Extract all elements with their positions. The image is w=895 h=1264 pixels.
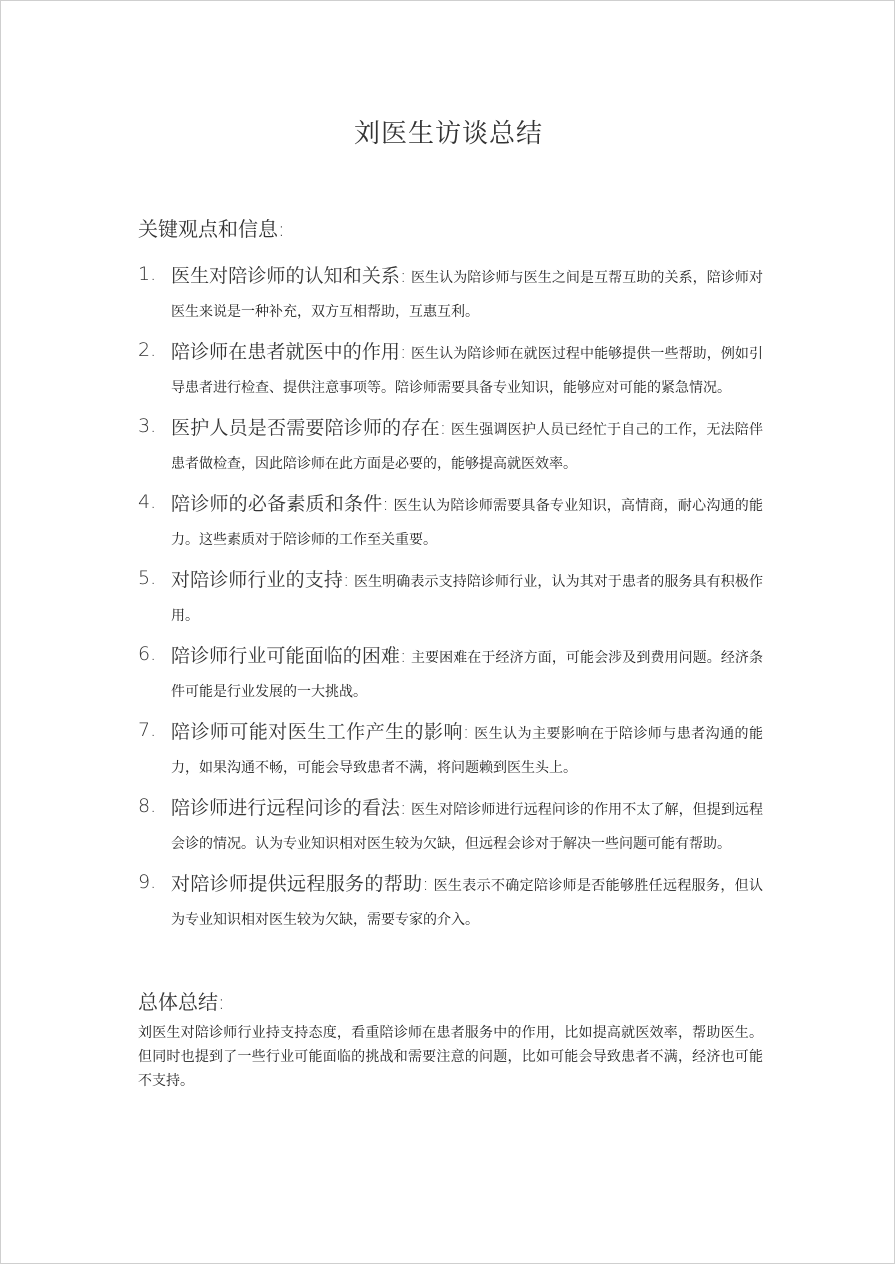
item-body [171,335,763,405]
item-title: 陪诊师进行远程问诊的看法: [171,797,407,819]
list-item [138,487,763,557]
item-body [171,259,763,329]
list-item [138,259,763,329]
item-body [171,791,763,861]
item-number: 5. [138,567,157,589]
item-title: 陪诊师在患者就医中的作用: [171,341,407,363]
item-number: 9. [138,871,157,893]
list-item [138,791,763,861]
document-title: 刘医生访谈总结 [353,119,543,149]
item-number: 3. [138,415,157,437]
item-body [171,715,763,785]
summary-heading: 总体总结: [138,990,225,1014]
item-number: 1. [138,263,157,285]
item-number: 8. [138,795,157,817]
item-title: 陪诊师行业可能面临的困难: [171,645,407,667]
item-title: 陪诊师的必备素质和条件: [171,493,389,515]
item-text: 医生表示不确定陪诊师是否能够胜任远程服务，但认为专业知识相对医生较为欠缺，需要专家的介入。 [171,878,764,928]
item-title: 医生对陪诊师的认知和关系: [171,265,407,287]
item-text: 医生对陪诊师进行远程问诊的作用不太了解，但提到远程会诊的情况。认为专业知识相对医生较为欠缺，但远程会诊对于解决一些问题可能有帮助。 [171,802,764,852]
item-number: 6. [138,643,157,665]
list-item [138,867,763,937]
item-text: 医生明确表示支持陪诊师行业，认为其对于患者的服务具有积极作用。 [171,574,764,624]
item-body [171,639,763,709]
list-item [138,335,763,405]
item-text: 医生认为陪诊师在就医过程中能够提供一些帮助，例如引导患者进行检查、提供注意事项等。陪诊师需要具备专业知识，能够应对可能的紧急情况。 [171,346,764,396]
item-title: 医护人员是否需要陪诊师的存在: [171,417,447,439]
item-text: 医生认为陪诊师与医生之间是互帮互助的关系，陪诊师对医生来说是一种补充，双方互相帮助，互惠互利。 [171,270,764,320]
item-body [171,563,763,633]
list-item [138,639,763,709]
item-body [171,487,763,557]
list-item [138,715,763,785]
item-number: 2. [138,339,157,361]
key-points-heading: 关键观点和信息: [138,217,285,241]
summary-text: 刘医生对陪诊师行业持支持态度，看重陪诊师在患者服务中的作用，比如提高就医效率，帮助医生。但同时也提到了一些行业可能面临的挑战和需要注意的问题，比如可能会导致患者不满，经济也可能不支持。 [138,1025,763,1089]
item-text: 主要困难在于经济方面，可能会涉及到费用问题。经济条件可能是行业发展的一大挑战。 [171,650,764,700]
item-text: 医生认为主要影响在于陪诊师与患者沟通的能力，如果沟通不畅，可能会导致患者不满，将问题赖到医生头上。 [171,726,764,776]
item-number: 7. [138,719,157,741]
list-item [138,411,763,481]
item-text: 医生强调医护人员已经忙于自己的工作，无法陪伴患者做检查，因此陪诊师在此方面是必要的，能够提高就医效率。 [171,422,764,472]
item-body [171,411,763,481]
item-text: 医生认为陪诊师需要具备专业知识，高情商，耐心沟通的能力。这些素质对于陪诊师的工作至关重要。 [171,498,763,548]
list-item [138,563,763,633]
key-points-list [138,259,763,943]
item-title: 对陪诊师行业的支持: [171,569,350,591]
item-title: 陪诊师可能对医生工作产生的影响: [171,721,470,743]
item-number: 4. [138,491,157,513]
item-body [171,867,763,937]
item-title: 对陪诊师提供远程服务的帮助: [171,873,429,895]
